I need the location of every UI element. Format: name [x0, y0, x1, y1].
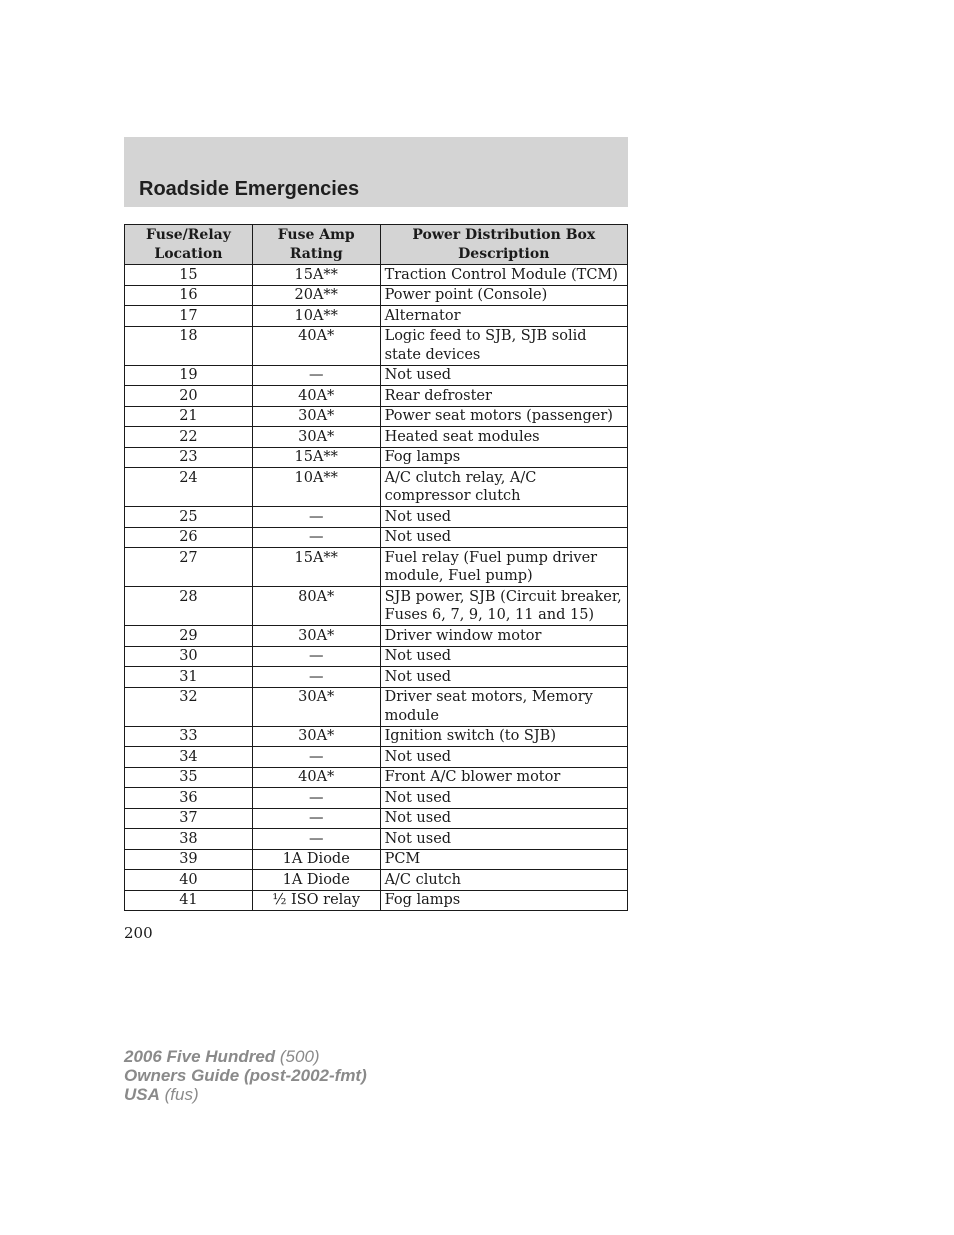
fuse-description-cell: Not used: [380, 747, 627, 768]
fuse-location-cell: 28: [125, 587, 253, 626]
section-header: [124, 137, 628, 207]
fuse-description-cell: Not used: [380, 365, 627, 386]
table-row: [125, 265, 628, 286]
fuse-rating-cell: 1A Diode: [252, 849, 380, 870]
fuse-location-cell: 21: [125, 406, 253, 427]
footer-market-code: (fus): [159, 1085, 199, 1104]
fuse-rating-cell: 80A*: [252, 587, 380, 626]
fuse-rating-cell: ½ ISO relay: [252, 890, 380, 911]
table-row: [125, 386, 628, 407]
fuse-rating-cell: 30A*: [252, 406, 380, 427]
table-row: [125, 365, 628, 386]
table-row: [125, 890, 628, 911]
fuse-description-cell: Fuel relay (Fuel pump driver module, Fuel pump): [380, 548, 627, 587]
fuse-description-cell: Driver window motor: [380, 626, 627, 647]
table-row: [125, 667, 628, 688]
fuse-rating-cell: 40A*: [252, 386, 380, 407]
table-row: [125, 447, 628, 468]
fuse-rating-cell: —: [252, 747, 380, 768]
fuse-rating-cell: 30A*: [252, 427, 380, 448]
table-row: [125, 306, 628, 327]
table-row: [125, 587, 628, 626]
table-row: [125, 468, 628, 507]
fuse-rating-cell: 1A Diode: [252, 870, 380, 891]
fuse-description-cell: Not used: [380, 808, 627, 829]
fuse-location-cell: 18: [125, 326, 253, 365]
table-row: [125, 726, 628, 747]
table-row: [125, 626, 628, 647]
fuse-rating-cell: 30A*: [252, 687, 380, 726]
header-location: Fuse/Relay Location: [125, 225, 253, 265]
fuse-description-cell: Not used: [380, 788, 627, 809]
header-description: Power Distribution Box Description: [380, 225, 627, 265]
table-row: [125, 406, 628, 427]
fuse-description-cell: Not used: [380, 527, 627, 548]
table-row: [125, 285, 628, 306]
fuse-location-cell: 36: [125, 788, 253, 809]
fuse-description-cell: Not used: [380, 829, 627, 850]
fuse-location-cell: 19: [125, 365, 253, 386]
fuse-rating-cell: 30A*: [252, 626, 380, 647]
fuse-rating-cell: 15A**: [252, 548, 380, 587]
fuse-description-cell: Not used: [380, 507, 627, 528]
fuse-location-cell: 24: [125, 468, 253, 507]
section-title: Roadside Emergencies: [139, 178, 360, 200]
fuse-rating-cell: —: [252, 667, 380, 688]
fuse-description-cell: Not used: [380, 667, 627, 688]
fuse-description-cell: Fog lamps: [380, 447, 627, 468]
fuse-location-cell: 30: [125, 646, 253, 667]
fuse-description-cell: Ignition switch (to SJB): [380, 726, 627, 747]
fuse-location-cell: 38: [125, 829, 253, 850]
fuse-rating-cell: —: [252, 646, 380, 667]
table-row: [125, 646, 628, 667]
fuse-location-cell: 15: [125, 265, 253, 286]
fuse-description-cell: Fog lamps: [380, 890, 627, 911]
table-row: [125, 427, 628, 448]
fuse-location-cell: 25: [125, 507, 253, 528]
footer-model-code: (500): [275, 1047, 320, 1066]
table-row: [125, 326, 628, 365]
fuse-location-cell: 33: [125, 726, 253, 747]
fuse-description-cell: A/C clutch relay, A/C compressor clutch: [380, 468, 627, 507]
fuse-description-cell: A/C clutch: [380, 870, 627, 891]
fuse-description-cell: Front A/C blower motor: [380, 767, 627, 788]
footer-line-3: [124, 1085, 367, 1104]
fuse-description-cell: Power seat motors (passenger): [380, 406, 627, 427]
fuse-location-cell: 23: [125, 447, 253, 468]
footer-line-1: [124, 1047, 367, 1066]
fuse-description-cell: Not used: [380, 646, 627, 667]
footer-line-2: [124, 1066, 367, 1085]
table-row: [125, 788, 628, 809]
table-body: [125, 265, 628, 911]
fuse-rating-cell: 15A**: [252, 265, 380, 286]
fuse-location-cell: 32: [125, 687, 253, 726]
fuse-location-cell: 29: [125, 626, 253, 647]
fuse-location-cell: 16: [125, 285, 253, 306]
fuse-location-cell: 41: [125, 890, 253, 911]
fuse-location-cell: 34: [125, 747, 253, 768]
table-row: [125, 507, 628, 528]
fuse-rating-cell: —: [252, 365, 380, 386]
fuse-location-cell: 37: [125, 808, 253, 829]
fuse-rating-cell: 10A**: [252, 468, 380, 507]
fuse-rating-cell: —: [252, 808, 380, 829]
footer-market: USA: [124, 1085, 160, 1104]
fuse-rating-cell: —: [252, 507, 380, 528]
table-row: [125, 747, 628, 768]
fuse-rating-cell: 10A**: [252, 306, 380, 327]
fuse-location-cell: 31: [125, 667, 253, 688]
page-number: 200: [124, 924, 153, 942]
fuse-rating-cell: 15A**: [252, 447, 380, 468]
fuse-location-cell: 17: [125, 306, 253, 327]
fuse-description-cell: Heated seat modules: [380, 427, 627, 448]
table-row: [125, 687, 628, 726]
footer-model: 2006 Five Hundred: [124, 1047, 276, 1066]
fuse-rating-cell: 40A*: [252, 326, 380, 365]
table-row: [125, 849, 628, 870]
table-row: [125, 829, 628, 850]
fuse-description-cell: PCM: [380, 849, 627, 870]
fuse-description-cell: Alternator: [380, 306, 627, 327]
fuse-description-cell: Rear defroster: [380, 386, 627, 407]
fuse-location-cell: 26: [125, 527, 253, 548]
fuse-location-cell: 22: [125, 427, 253, 448]
fuse-rating-cell: —: [252, 527, 380, 548]
fuse-location-cell: 40: [125, 870, 253, 891]
fuse-location-cell: 39: [125, 849, 253, 870]
fuse-rating-cell: 40A*: [252, 767, 380, 788]
table-row: [125, 548, 628, 587]
fuse-description-cell: Traction Control Module (TCM): [380, 265, 627, 286]
footer: [124, 1047, 367, 1104]
table-row: [125, 527, 628, 548]
header-rating: Fuse Amp Rating: [252, 225, 380, 265]
fuse-rating-cell: —: [252, 829, 380, 850]
fuse-description-cell: Driver seat motors, Memory module: [380, 687, 627, 726]
table-row: [125, 870, 628, 891]
fuse-rating-cell: 30A*: [252, 726, 380, 747]
fuse-rating-cell: —: [252, 788, 380, 809]
footer-guide: Owners Guide (post-2002-fmt): [124, 1066, 367, 1085]
fuse-location-cell: 20: [125, 386, 253, 407]
fuse-table: [124, 224, 628, 911]
table-header-row: [125, 225, 628, 265]
fuse-location-cell: 35: [125, 767, 253, 788]
fuse-rating-cell: 20A**: [252, 285, 380, 306]
fuse-description-cell: SJB power, SJB (Circuit breaker, Fuses 6, 7, 9, 10, 11 and 15): [380, 587, 627, 626]
fuse-description-cell: Power point (Console): [380, 285, 627, 306]
fuse-location-cell: 27: [125, 548, 253, 587]
table-row: [125, 767, 628, 788]
table-row: [125, 808, 628, 829]
fuse-description-cell: Logic feed to SJB, SJB solid state devices: [380, 326, 627, 365]
